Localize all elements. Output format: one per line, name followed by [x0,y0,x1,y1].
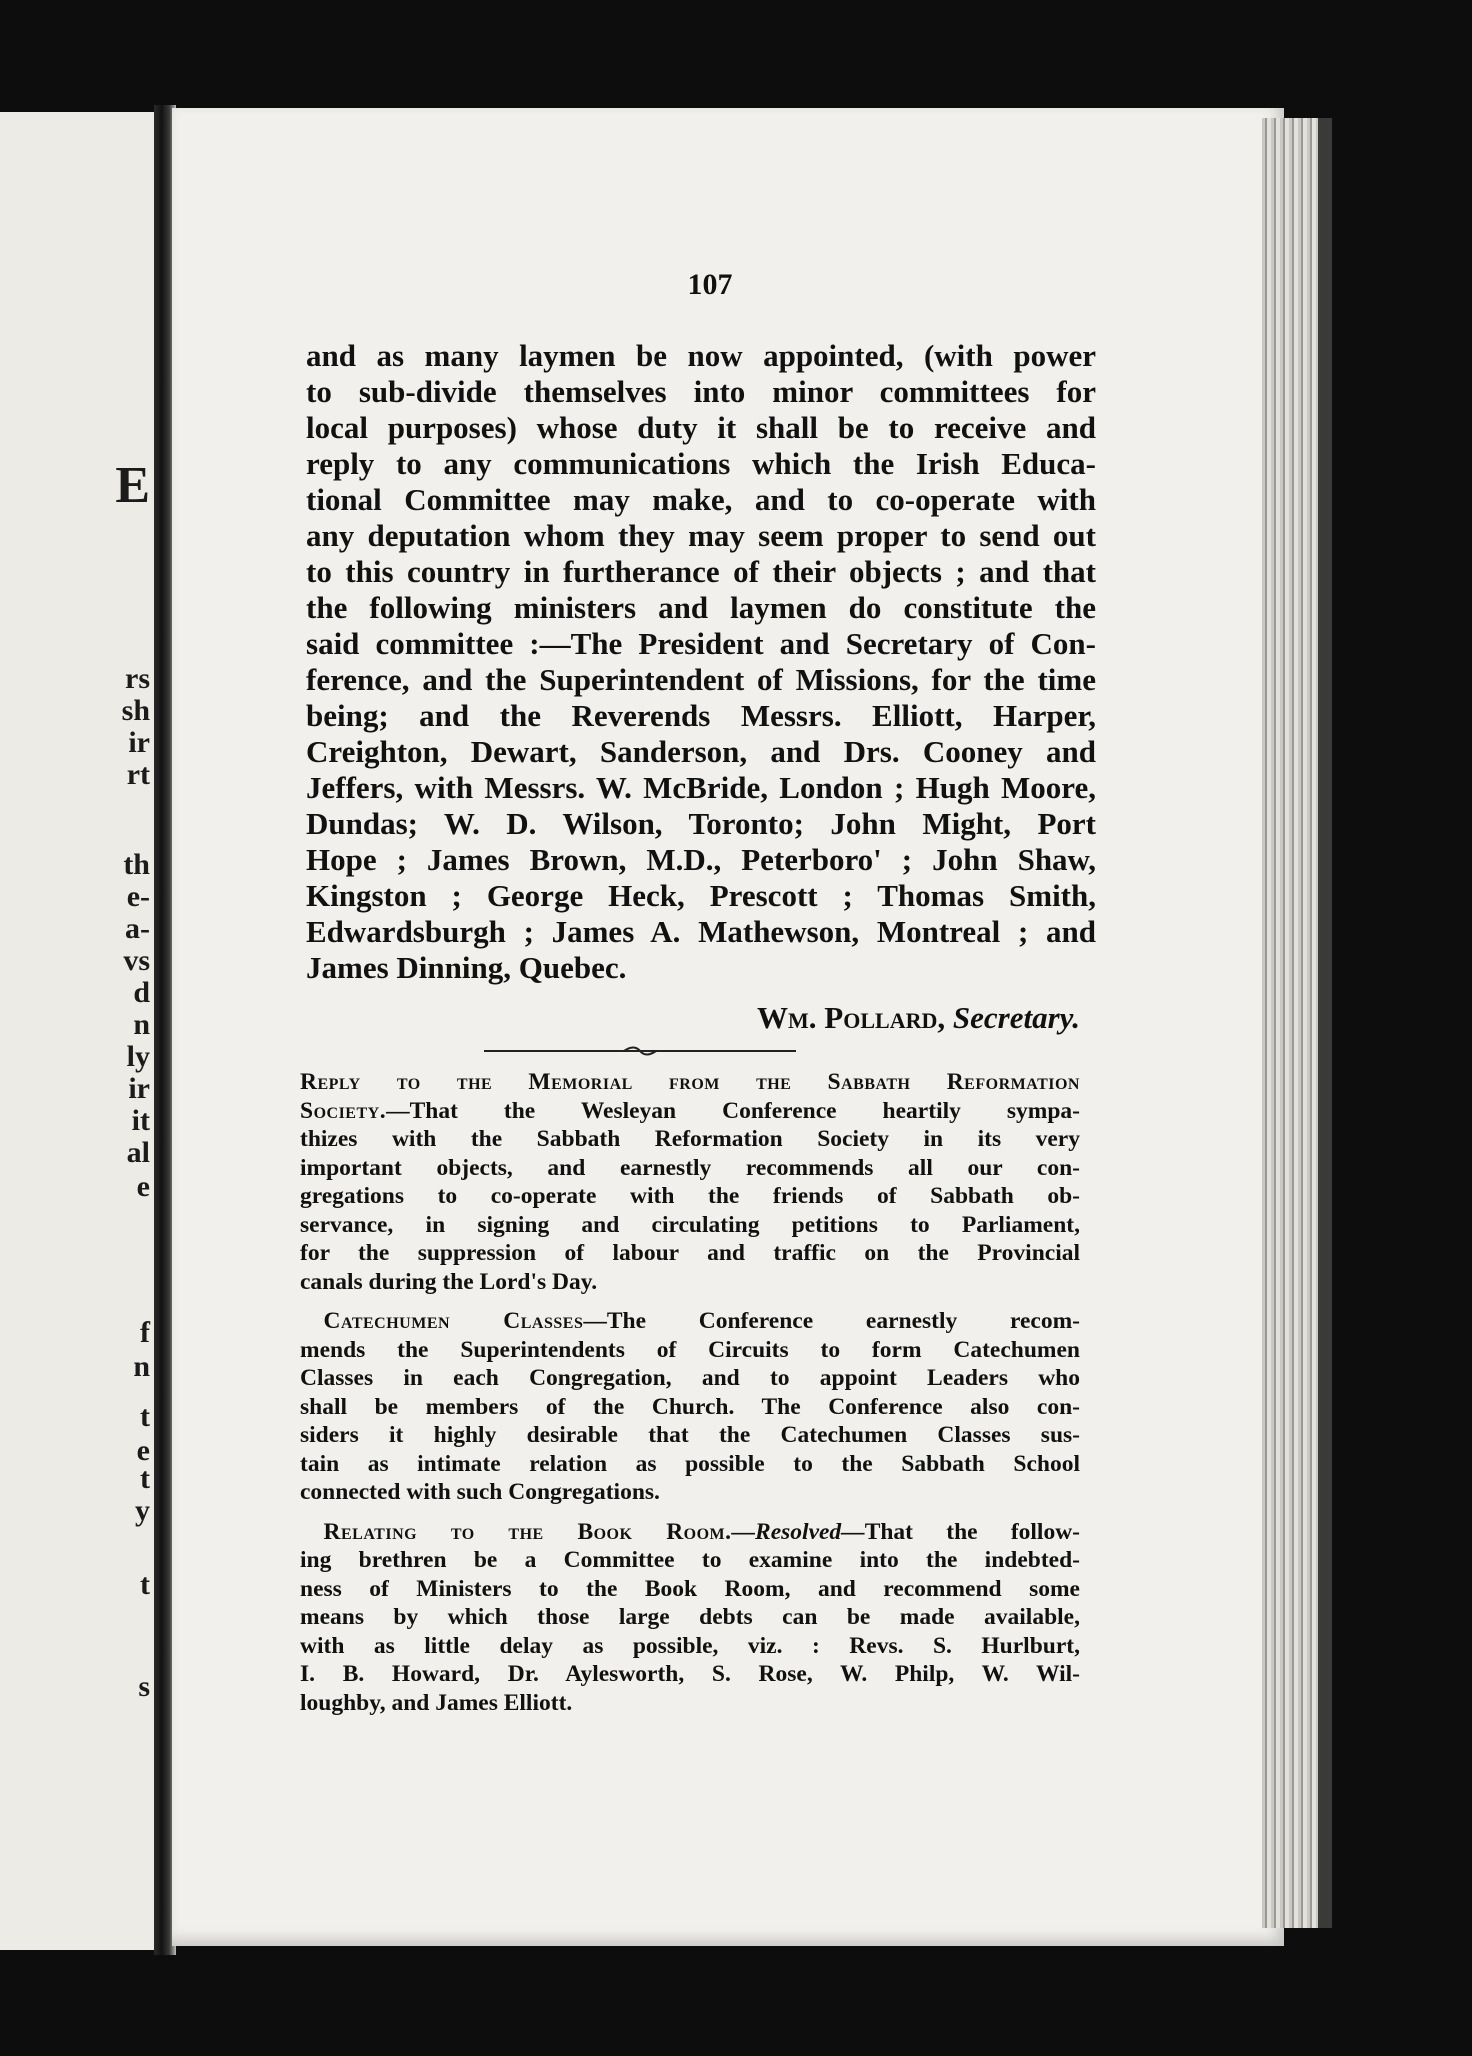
left-page-text-fragments [0,112,158,1950]
text-line: Jeffers, with Messrs. W. McBride, London ; Hugh Moore, [306,770,1096,805]
text-line: thizes with the Sabbath Reformation Society in its very [300,1126,1080,1152]
text-line: servance, in signing and circulating petitions to Parliament, [300,1211,1080,1238]
left-page-letter: n [133,1008,150,1041]
left-page-letter: ir [128,726,150,759]
page-stack-edge [1262,118,1318,1928]
left-page-letter: n [133,1350,150,1383]
text-line: Edwardsburgh ; James A. Mathewson, Montreal ; and [306,914,1096,949]
left-page-letter: E [115,457,150,514]
text-line: ference, and the Superintendent of Missions, for the time [306,662,1096,697]
signature-name: Wm. Pollard, [757,1000,946,1035]
left-page-letter: rt [126,758,150,791]
main-paragraph [306,338,1096,986]
text-line: connected with such Congregations. [300,1479,660,1505]
text-line [300,1307,1080,1336]
text-line: loughby, and James Elliott. [300,1689,573,1716]
left-page-letter: vs [123,944,150,977]
resolution-heading-cont: Society. [300,1097,387,1124]
text-line: siders it highly desirable that the Catechumen Classes sus- [300,1422,1080,1448]
text-line: ness of Ministers to the Book Room, and recommend some [300,1575,1080,1602]
text-line: to this country in furtherance of their objects ; and that [306,554,1096,589]
left-page-letter: al [126,1136,150,1169]
text-line: tain as intimate relation as possible to the Sabbath School [300,1450,1080,1477]
text-line: Hope ; James Brown, M.D., Peterboro' ; John Shaw, [306,842,1096,877]
text-line: any deputation whom they may seem proper to send out [306,518,1096,553]
text-line: shall be members of the Church. The Conference also con- [300,1393,1080,1420]
left-page-letter: s [138,1670,150,1703]
left-page-letter: f [140,1316,150,1349]
left-page-letter: d [133,976,150,1009]
left-page-letter: ir [128,1072,150,1105]
text-line: and as many laymen be now appointed, (with power [306,338,1096,373]
resolutions-section [300,1068,1080,1728]
text-line: to sub-divide themselves into minor committees for [306,374,1096,409]
left-page-letter: a- [125,912,150,945]
text-line: James Dinning, Quebec. [306,950,627,985]
page-edge-shadow [1318,118,1332,1928]
text-line: being; and the Reverends Messrs. Elliott, Harper, [306,698,1096,733]
left-page-letter: th [123,848,150,881]
text-line: reply to any communications which the Irish Educa- [306,446,1096,481]
resolution-book-room [300,1518,1080,1718]
resolution-sabbath-reformation [300,1068,1080,1296]
signature [660,1000,1080,1036]
text-line: the following ministers and laymen do constitute the [306,590,1096,625]
text-line: I. B. Howard, Dr. Aylesworth, S. Rose, W. Philp, W. Wil- [300,1661,1080,1687]
left-page-letter: t [140,1462,150,1495]
text-line: tional Committee may make, and to co-operate with [306,482,1096,517]
left-page-letter: sh [121,694,150,727]
text-line: gregations to co-operate with the friends of Sabbath ob- [300,1183,1080,1209]
text-line: with as little delay as possible, viz. : Revs. S. Hurlburt, [300,1632,1080,1659]
resolution-heading: Reply to the Memorial from the Sabbath Reformation [300,1069,1080,1095]
left-page-letter: it [131,1104,150,1137]
resolution-text: —That the Wesleyan Conference heartily sympa- [386,1097,1080,1124]
left-page-letter: t [140,1400,150,1433]
text-line: mends the Superintendents of Circuits to form Catechumen [300,1336,1080,1363]
text-line [300,1518,1080,1547]
section-divider [484,1044,796,1058]
page-number: 107 [687,268,733,301]
text-line [300,1097,1080,1126]
left-page-letter: rs [125,662,150,695]
resolved-label: —Resolved— [731,1518,865,1545]
resolution-heading: Catechumen Classes [323,1308,584,1334]
left-page-letter: y [135,1494,150,1527]
resolution-catechumen-classes [300,1307,1080,1507]
text-line: local purposes) whose duty it shall be to receive and [306,410,1096,445]
text-line [300,1068,1080,1097]
resolution-heading: Relating to the Book Room. [323,1518,732,1545]
signature-title: Secretary. [952,1000,1080,1035]
text-line: canals during the Lord's Day. [300,1268,598,1295]
resolution-text: —The Conference earnestly recom- [583,1308,1080,1334]
text-line: ing brethren be a Committee to examine into the indebted- [300,1547,1080,1573]
text-line: important objects, and earnestly recommends all our con- [300,1154,1080,1181]
text-line: means by which those large debts can be made available, [300,1604,1080,1630]
resolution-text: That the follow- [864,1518,1081,1545]
left-page-letter: e [136,1434,150,1467]
left-page-letter: e [136,1170,150,1203]
left-page-fragment [0,112,158,1950]
left-page-letter: ly [126,1040,150,1073]
left-page-letter: e- [126,880,150,913]
text-line: Classes in each Congregation, and to appoint Leaders who [300,1365,1080,1391]
text-line: for the suppression of labour and traffic on the Provincial [300,1240,1080,1266]
text-line: Creighton, Dewart, Sanderson, and Drs. Cooney and [306,734,1096,769]
text-line: Dundas; W. D. Wilson, Toronto; John Might, Port [306,806,1096,841]
left-page-letter: t [140,1568,150,1601]
text-line: said committee :—The President and Secretary of Con- [306,626,1096,661]
text-line: Kingston ; George Heck, Prescott ; Thomas Smith, [306,878,1096,913]
